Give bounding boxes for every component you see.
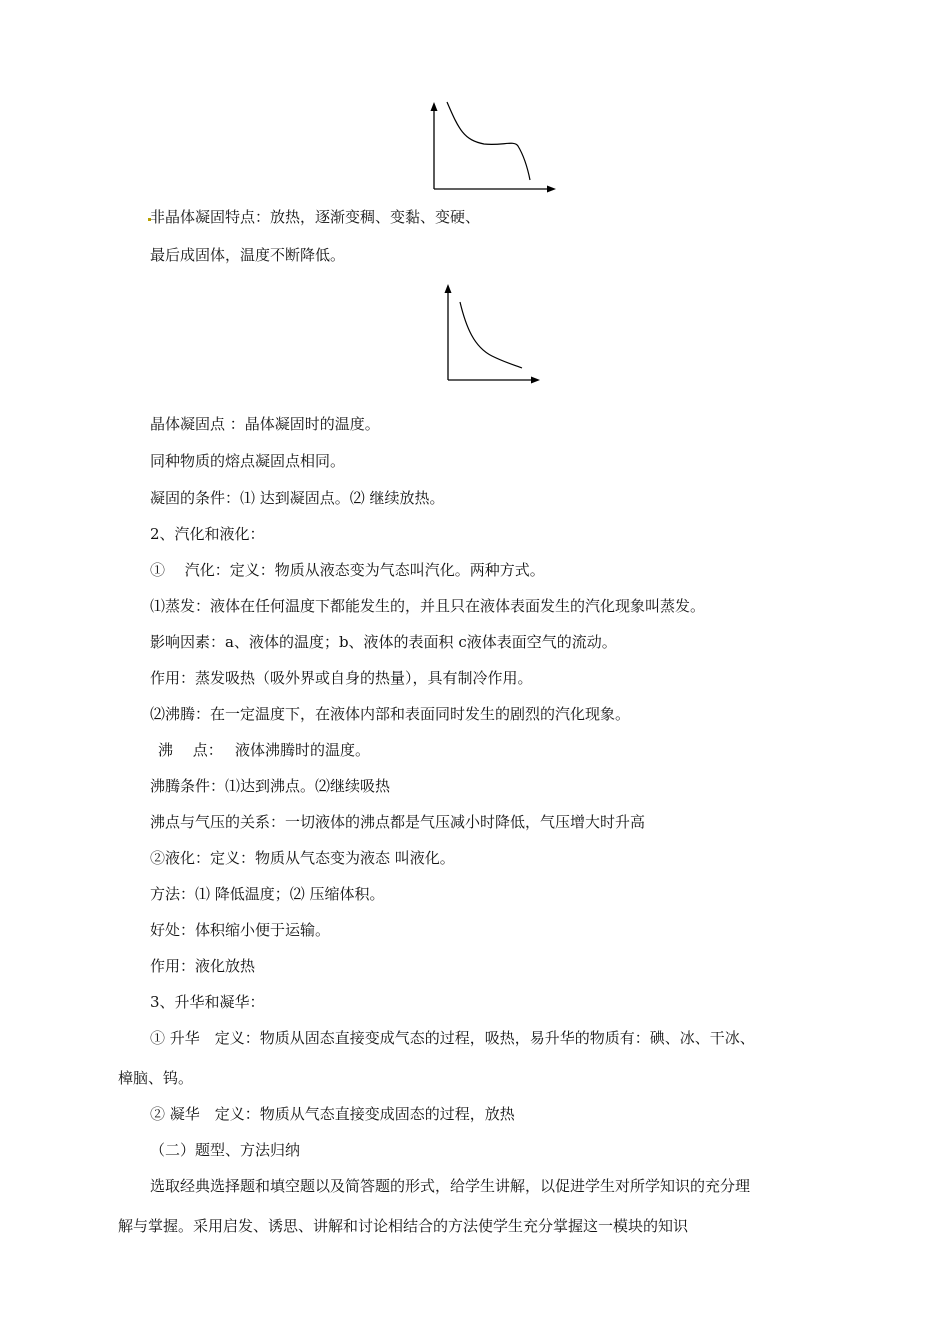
curve-line: [447, 102, 530, 180]
liquefaction-benefit-text: 好处：体积缩小便于运输。: [150, 921, 331, 939]
evaporation-text: ⑴蒸发：液体在任何温度下都能发生的，并且只在液体表面发生的汽化现象叫蒸发。: [150, 597, 706, 615]
deposition-definition: ② 凝华 定义：物质从气态直接变成固态的过程，放热: [150, 1105, 515, 1123]
pressure-relation-text: 沸点与气压的关系：一切液体的沸点都是气压减小时降低，气压增大时升高: [150, 813, 646, 831]
sublimation-continuation: 樟脑、钨。: [118, 1069, 194, 1087]
summary-line-2: 解与掌握。采用启发、诱思、讲解和讨论相结合的方法使学生充分掌握这一模块的知识: [118, 1217, 689, 1235]
amorphous-solidify-cont-text: 最后成固体，温度不断降低。: [150, 246, 346, 264]
section-2-title: 2、汽化和液化：: [150, 525, 265, 543]
boiling-text: ⑵沸腾：在一定温度下，在液体内部和表面同时发生的剧烈的汽化现象。: [150, 705, 631, 723]
evaporation-effect-text: 作用：蒸发吸热（吸外界或自身的热量），具有制冷作用。: [150, 669, 533, 687]
solidify-conditions-text: 凝固的条件：⑴ 达到凝固点。⑵ 继续放热。: [150, 489, 445, 507]
crystal-freezing-point-text: 晶体凝固点 ：晶体凝固时的温度。: [150, 415, 380, 433]
boiling-conditions-text: 沸腾条件：⑴达到沸点。⑵继续吸热: [150, 777, 391, 795]
summary-line-1: 选取经典选择题和填空题以及简答题的形式，给学生讲解，以促进学生对所学知识的充分理: [150, 1177, 751, 1195]
cooling-curve-1-svg: [424, 100, 558, 194]
curve-line: [460, 302, 522, 368]
boiling-point-text: 沸 点： 液体沸腾时的温度。: [158, 741, 371, 759]
same-points-text: 同种物质的熔点凝固点相同。: [150, 452, 346, 470]
sublimation-definition: ① 升华 定义：物质从固态直接变成气态的过程，吸热，易升华的物质有：碘、冰、干冰、: [150, 1029, 755, 1047]
cooling-curve-figure-2: [438, 282, 542, 386]
liquefaction-effect-text: 作用：液化放热: [150, 957, 256, 975]
y-axis-arrow: [431, 102, 438, 111]
x-axis-arrow: [547, 186, 556, 193]
amorphous-solidify-text: 非晶体凝固特点：放热，逐渐变稠、变黏、变硬、: [150, 208, 481, 226]
cooling-curve-figure-1: [424, 100, 558, 194]
x-axis-arrow: [531, 377, 540, 384]
section-two-title: （二）题型、方法归纳: [150, 1141, 301, 1159]
vaporization-definition: ① 汽化：定义：物质从液态变为气态叫汽化。两种方式。: [150, 561, 545, 579]
cooling-curve-2-svg: [438, 282, 542, 386]
section-3-title: 3、升华和凝华：: [150, 993, 265, 1011]
liquefaction-methods-text: 方法：⑴ 降低温度；⑵ 压缩体积。: [150, 885, 385, 903]
y-axis-arrow: [445, 284, 452, 293]
evaporation-factors-text: 影响因素：a、液体的温度；b、液体的表面积 c液体表面空气的流动。: [150, 633, 617, 651]
liquefaction-definition: ②液化：定义：物质从气态变为液态 叫液化。: [150, 849, 455, 867]
